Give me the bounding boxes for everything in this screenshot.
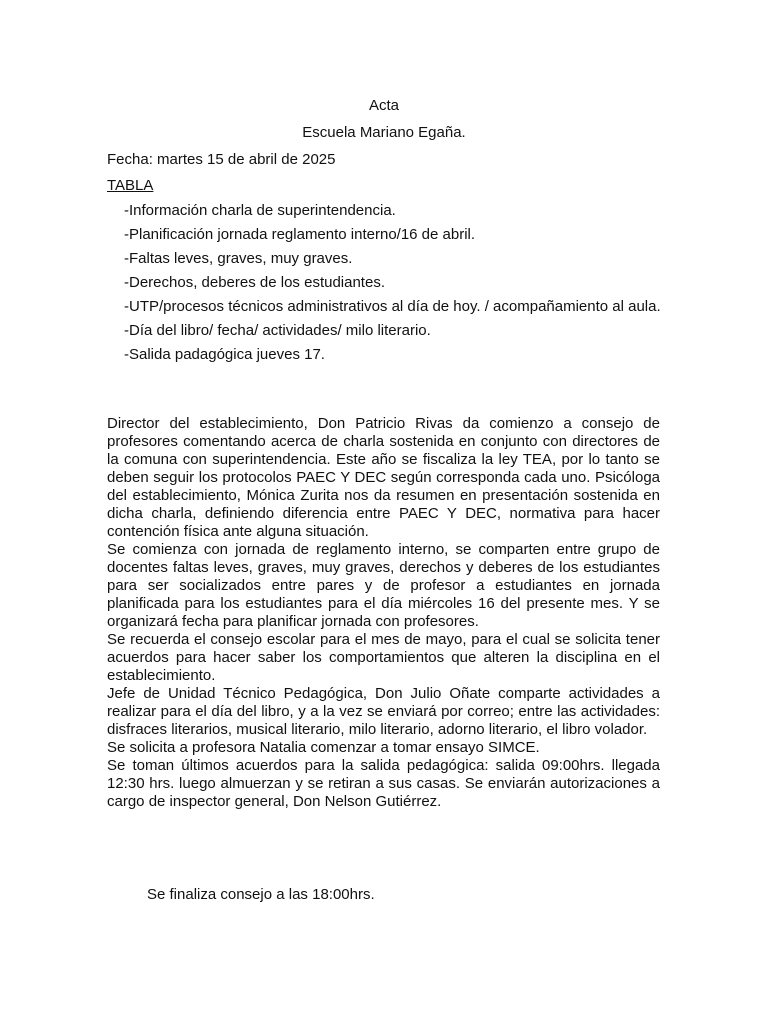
closing-line: Se finaliza consejo a las 18:00hrs.: [147, 886, 375, 903]
agenda-item: -Día del libro/ fecha/ actividades/ milo literario.: [124, 322, 431, 339]
minutes-paragraph: Se solicita a profesora Natalia comenzar a tomar ensayo SIMCE.: [107, 739, 540, 756]
agenda-item: -Planificación jornada reglamento interno/16 de abril.: [124, 226, 476, 243]
date-line: Fecha: martes 15 de abril de 2025: [107, 151, 336, 168]
school-name: Escuela Mariano Egaña.: [302, 124, 466, 141]
agenda-item: -Derechos, deberes de los estudiantes.: [124, 274, 385, 291]
agenda-item: -Salida padagógica jueves 17.: [124, 346, 325, 363]
agenda-item: -Faltas leves, graves, muy graves.: [124, 250, 353, 267]
agenda-heading: TABLA: [107, 177, 154, 194]
minutes-paragraph: Se comienza con jornada de reglamento interno, se comparten entre grupo de docentes faltas leves, graves, muy graves, derechos y deberes de los estudiantes para ser socializados entre pares y de profesor a estudiantes en jornada planificada para los estudiantes para el día miércoles 16 del presente mes. Y se organizará fecha para planificar jornada con profesores.: [107, 541, 660, 630]
agenda-item: -UTP/procesos técnicos administrativos al día de hoy. / acompañamiento al aula.: [124, 298, 661, 315]
minutes-paragraph: Director del establecimiento, Don Patricio Rivas da comienzo a consejo de profesores comentando acerca de charla sostenida en conjunto con directores de la comuna con superintendencia. Este año se fiscaliza la ley TEA, por lo tanto se deben seguir los protocolos PAEC Y DEC según corresponda cada uno. Psicóloga del establecimiento, Mónica Zurita nos da resumen en presentación sostenida en dicha charla, definiendo diferencia entre PAEC Y DEC, normativa para hacer contención física ante alguna situación.: [107, 415, 660, 540]
agenda-list: [124, 202, 664, 370]
document-title: Acta: [368, 97, 399, 114]
agenda-item: -Información charla de superintendencia.: [124, 202, 396, 219]
minutes-body: [107, 415, 660, 811]
minutes-paragraph: Jefe de Unidad Técnico Pedagógica, Don Julio Oñate comparte actividades a realizar para el día del libro, y a la vez se enviará por correo; entre las actividades: disfraces literarios, musical literario, milo literario, adorno literario, el libro volador.: [107, 685, 660, 738]
minutes-paragraph: Se recuerda el consejo escolar para el mes de mayo, para el cual se solicita tener acuerdos para hacer saber los comportamientos que alteren la disciplina en el establecimiento.: [107, 631, 660, 684]
minutes-paragraph: Se toman últimos acuerdos para la salida pedagógica: salida 09:00hrs. llegada 12:30 hrs. luego almuerzan y se retiran a sus casas. Se enviarán autorizaciones a cargo de inspector general, Don Nelson Gutiérrez.: [107, 757, 660, 810]
